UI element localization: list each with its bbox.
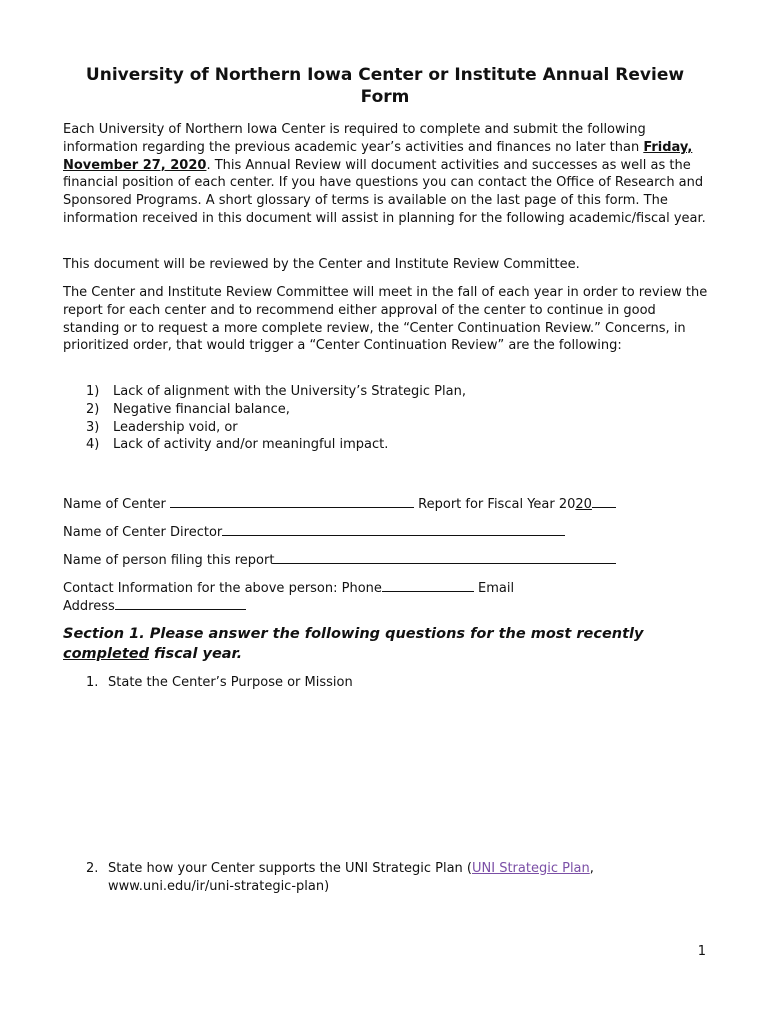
filer-label: Name of person filing this report — [63, 553, 275, 568]
concerns-list — [86, 383, 466, 454]
filer-row — [63, 550, 616, 570]
list-item — [86, 419, 466, 437]
list-item — [86, 436, 466, 454]
list-number: 4) — [86, 437, 100, 453]
address-label: Address — [63, 599, 115, 614]
strategic-plan-link[interactable]: UNI Strategic Plan — [472, 861, 590, 876]
section-1-text: Section 1. Please answer the following questions for the most recently — [63, 626, 644, 642]
list-item — [86, 401, 466, 419]
center-name-field[interactable] — [170, 494, 414, 508]
contact-label: Contact Information for the above person: Phone — [63, 581, 382, 596]
fiscal-year-label: Report for Fiscal Year 20 — [414, 497, 576, 512]
deadline-date: Friday, November 27, 2020 — [63, 139, 693, 173]
list-number: 3) — [86, 419, 100, 435]
fiscal-year-blank[interactable] — [592, 494, 616, 508]
center-name-label: Name of Center — [63, 497, 171, 512]
list-item — [86, 383, 466, 401]
question-text: State how your Center supports the UNI Strategic Plan ( — [108, 861, 472, 876]
director-field[interactable] — [222, 522, 565, 536]
committee-paragraph: The Center and Institute Review Committee will meet in the fall of each year in order to review the report for each center and to recommend either approval of the center to continue in good standing or to request a more complete review, the “Center Continuation Review.” Concerns, in prioritized order, that would trigger a “Center Continuation Review” are the following: — [63, 285, 708, 354]
question-2 — [86, 860, 594, 896]
list-text: Lack of alignment with the University’s Strategic Plan, — [113, 384, 466, 399]
address-row — [63, 596, 246, 616]
section-1-text-end: fiscal year. — [149, 646, 243, 662]
intro-text-1: Each University of Northern Iowa Center is required to complete and submit the following information regarding the previous academic year’s activities and finances no later than — [63, 122, 646, 155]
strategic-plan-url: www.uni.edu/ir/uni-strategic-plan) — [108, 878, 330, 894]
contact-row — [63, 578, 514, 598]
list-text: Negative financial balance, — [113, 401, 290, 417]
email-address-field[interactable] — [115, 596, 246, 610]
center-name-row — [63, 494, 616, 514]
question-1 — [86, 674, 353, 692]
page-number: 1 — [697, 944, 706, 959]
page-title: University of Northern Iowa Center or Institute Annual Review Form — [85, 65, 685, 107]
list-number: 2) — [86, 401, 100, 417]
list-number: 1) — [86, 384, 100, 399]
question-number: 2. — [86, 861, 99, 876]
review-note: This document will be reviewed by the Center and Institute Review Committee. — [63, 257, 580, 272]
fiscal-year-value[interactable]: 20 — [575, 497, 592, 512]
section-1-heading — [63, 624, 713, 664]
list-text: Leadership void, or — [113, 419, 238, 435]
list-text: Lack of activity and/or meaningful impact. — [113, 437, 389, 453]
intro-text-2: . This Annual Review will document activities and successes as well as the financial position of each center. If you have questions you can contact the Office of Research and Sponsored Programs. A short glossary of terms is available on the last page of this form. The information received in this document will assist in planning for the following academic/fiscal year. — [63, 157, 706, 226]
question-text: State the Center’s Purpose or Mission — [108, 675, 353, 690]
email-label: Email — [473, 581, 515, 596]
question-text-end: , — [589, 861, 594, 876]
director-row — [63, 522, 565, 542]
question-number: 1. — [86, 675, 99, 690]
section-1-underlined: completed — [63, 646, 149, 662]
director-label: Name of Center Director — [63, 525, 223, 540]
phone-field[interactable] — [382, 578, 474, 592]
intro-paragraph — [63, 121, 713, 228]
filer-field[interactable] — [274, 550, 616, 564]
